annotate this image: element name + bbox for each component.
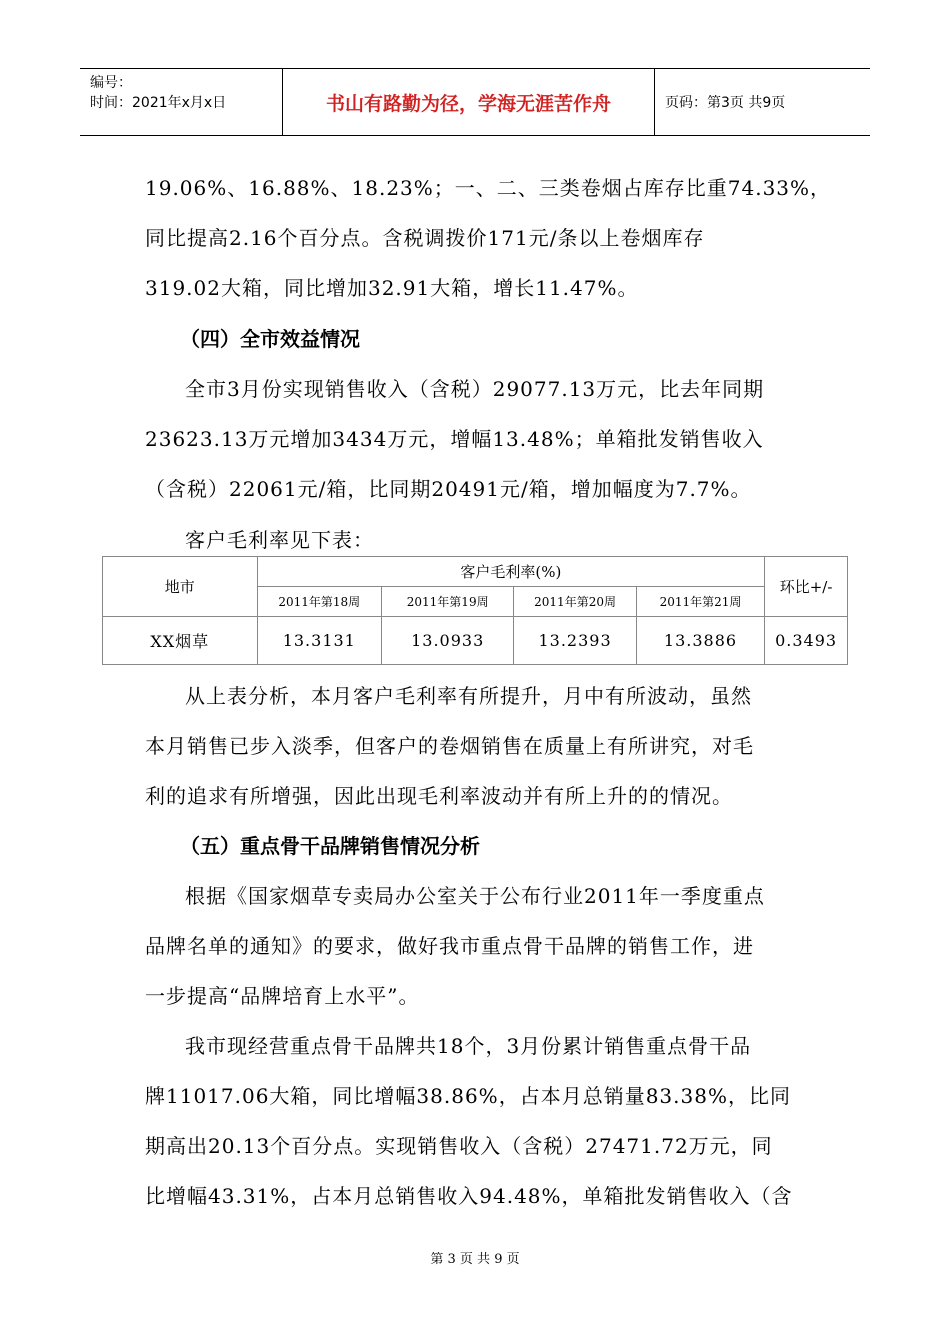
doc-time-label: 时间：2021年x月x日 <box>90 95 227 111</box>
section-heading-5: （五）重点骨干品牌销售情况分析 <box>180 834 480 858</box>
header-meta <box>80 69 283 135</box>
week-header: 2011年第18周 <box>257 587 381 617</box>
body-line: 19.06%、16.88%、18.23%；一、二、三类卷烟占库存比重74.33%， <box>145 176 832 200</box>
col-group-header: 客户毛利率(%) <box>257 557 765 587</box>
table-row <box>103 617 848 665</box>
body-line: 牌11017.06大箱，同比增幅38.86%，占本月总销量83.38%，比同 <box>145 1084 791 1108</box>
table-intro: 客户毛利率见下表： <box>185 528 374 552</box>
page-footer: 第 3 页 共 9 页 <box>430 1252 520 1267</box>
cell-value: 13.3886 <box>636 617 764 665</box>
section-heading-4: （四）全市效益情况 <box>180 327 360 351</box>
cell-value: 13.3131 <box>257 617 381 665</box>
cell-change: 0.3493 <box>765 617 848 665</box>
body-line: （含税）22061元/箱，比同期20491元/箱，增加幅度为7.7%。 <box>145 477 752 501</box>
cell-value: 13.2393 <box>514 617 636 665</box>
body-line: 根据《国家烟草专卖局办公室关于公布行业2011年一季度重点 <box>185 884 765 908</box>
body-line: 我市现经营重点骨干品牌共18个，3月份累计销售重点骨干品 <box>185 1034 752 1058</box>
body-line: 全市3月份实现销售收入（含税）29077.13万元，比去年同期 <box>185 377 765 401</box>
body-line: 期高出20.13个百分点。实现销售收入（含税）27471.72万元，同 <box>145 1134 773 1158</box>
doc-number-label: 编号： <box>90 75 132 91</box>
col-change-header: 环比+/- <box>765 557 848 617</box>
week-header: 2011年第20周 <box>514 587 636 617</box>
body-line: 利的追求有所增强，因此出现毛利率波动并有所上升的的情况。 <box>145 784 733 808</box>
header-page-info: 页码：第3页 共9页 <box>665 95 786 111</box>
body-line: 319.02大箱，同比增加32.91大箱，增长11.47%。 <box>145 276 639 300</box>
body-line: 比增幅43.31%，占本月总销售收入94.48%，单箱批发销售收入（含 <box>145 1184 793 1208</box>
body-line: 本月销售已步入淡季，但客户的卷烟销售在质量上有所讲究，对毛 <box>145 734 754 758</box>
body-line: 23623.13万元增加3434万元，增幅13.48%；单箱批发销售收入 <box>145 427 764 451</box>
col-region-header: 地市 <box>103 557 258 617</box>
body-line: 一步提高“品牌培育上水平”。 <box>145 984 420 1008</box>
row-region: XX烟草 <box>103 617 258 665</box>
header-motto: 书山有路勤为径，学海无涯苦作舟 <box>283 69 655 135</box>
week-header: 2011年第19周 <box>382 587 514 617</box>
cell-value: 13.0933 <box>382 617 514 665</box>
gross-margin-table <box>102 556 848 665</box>
body-line: 同比提高2.16个百分点。含税调拨价171元/条以上卷烟库存 <box>145 226 705 250</box>
body-line: 品牌名单的通知》的要求，做好我市重点骨干品牌的销售工作，进 <box>145 934 754 958</box>
page-header <box>80 68 870 136</box>
week-header: 2011年第21周 <box>636 587 764 617</box>
body-line: 从上表分析，本月客户毛利率有所提升，月中有所波动，虽然 <box>185 684 752 708</box>
